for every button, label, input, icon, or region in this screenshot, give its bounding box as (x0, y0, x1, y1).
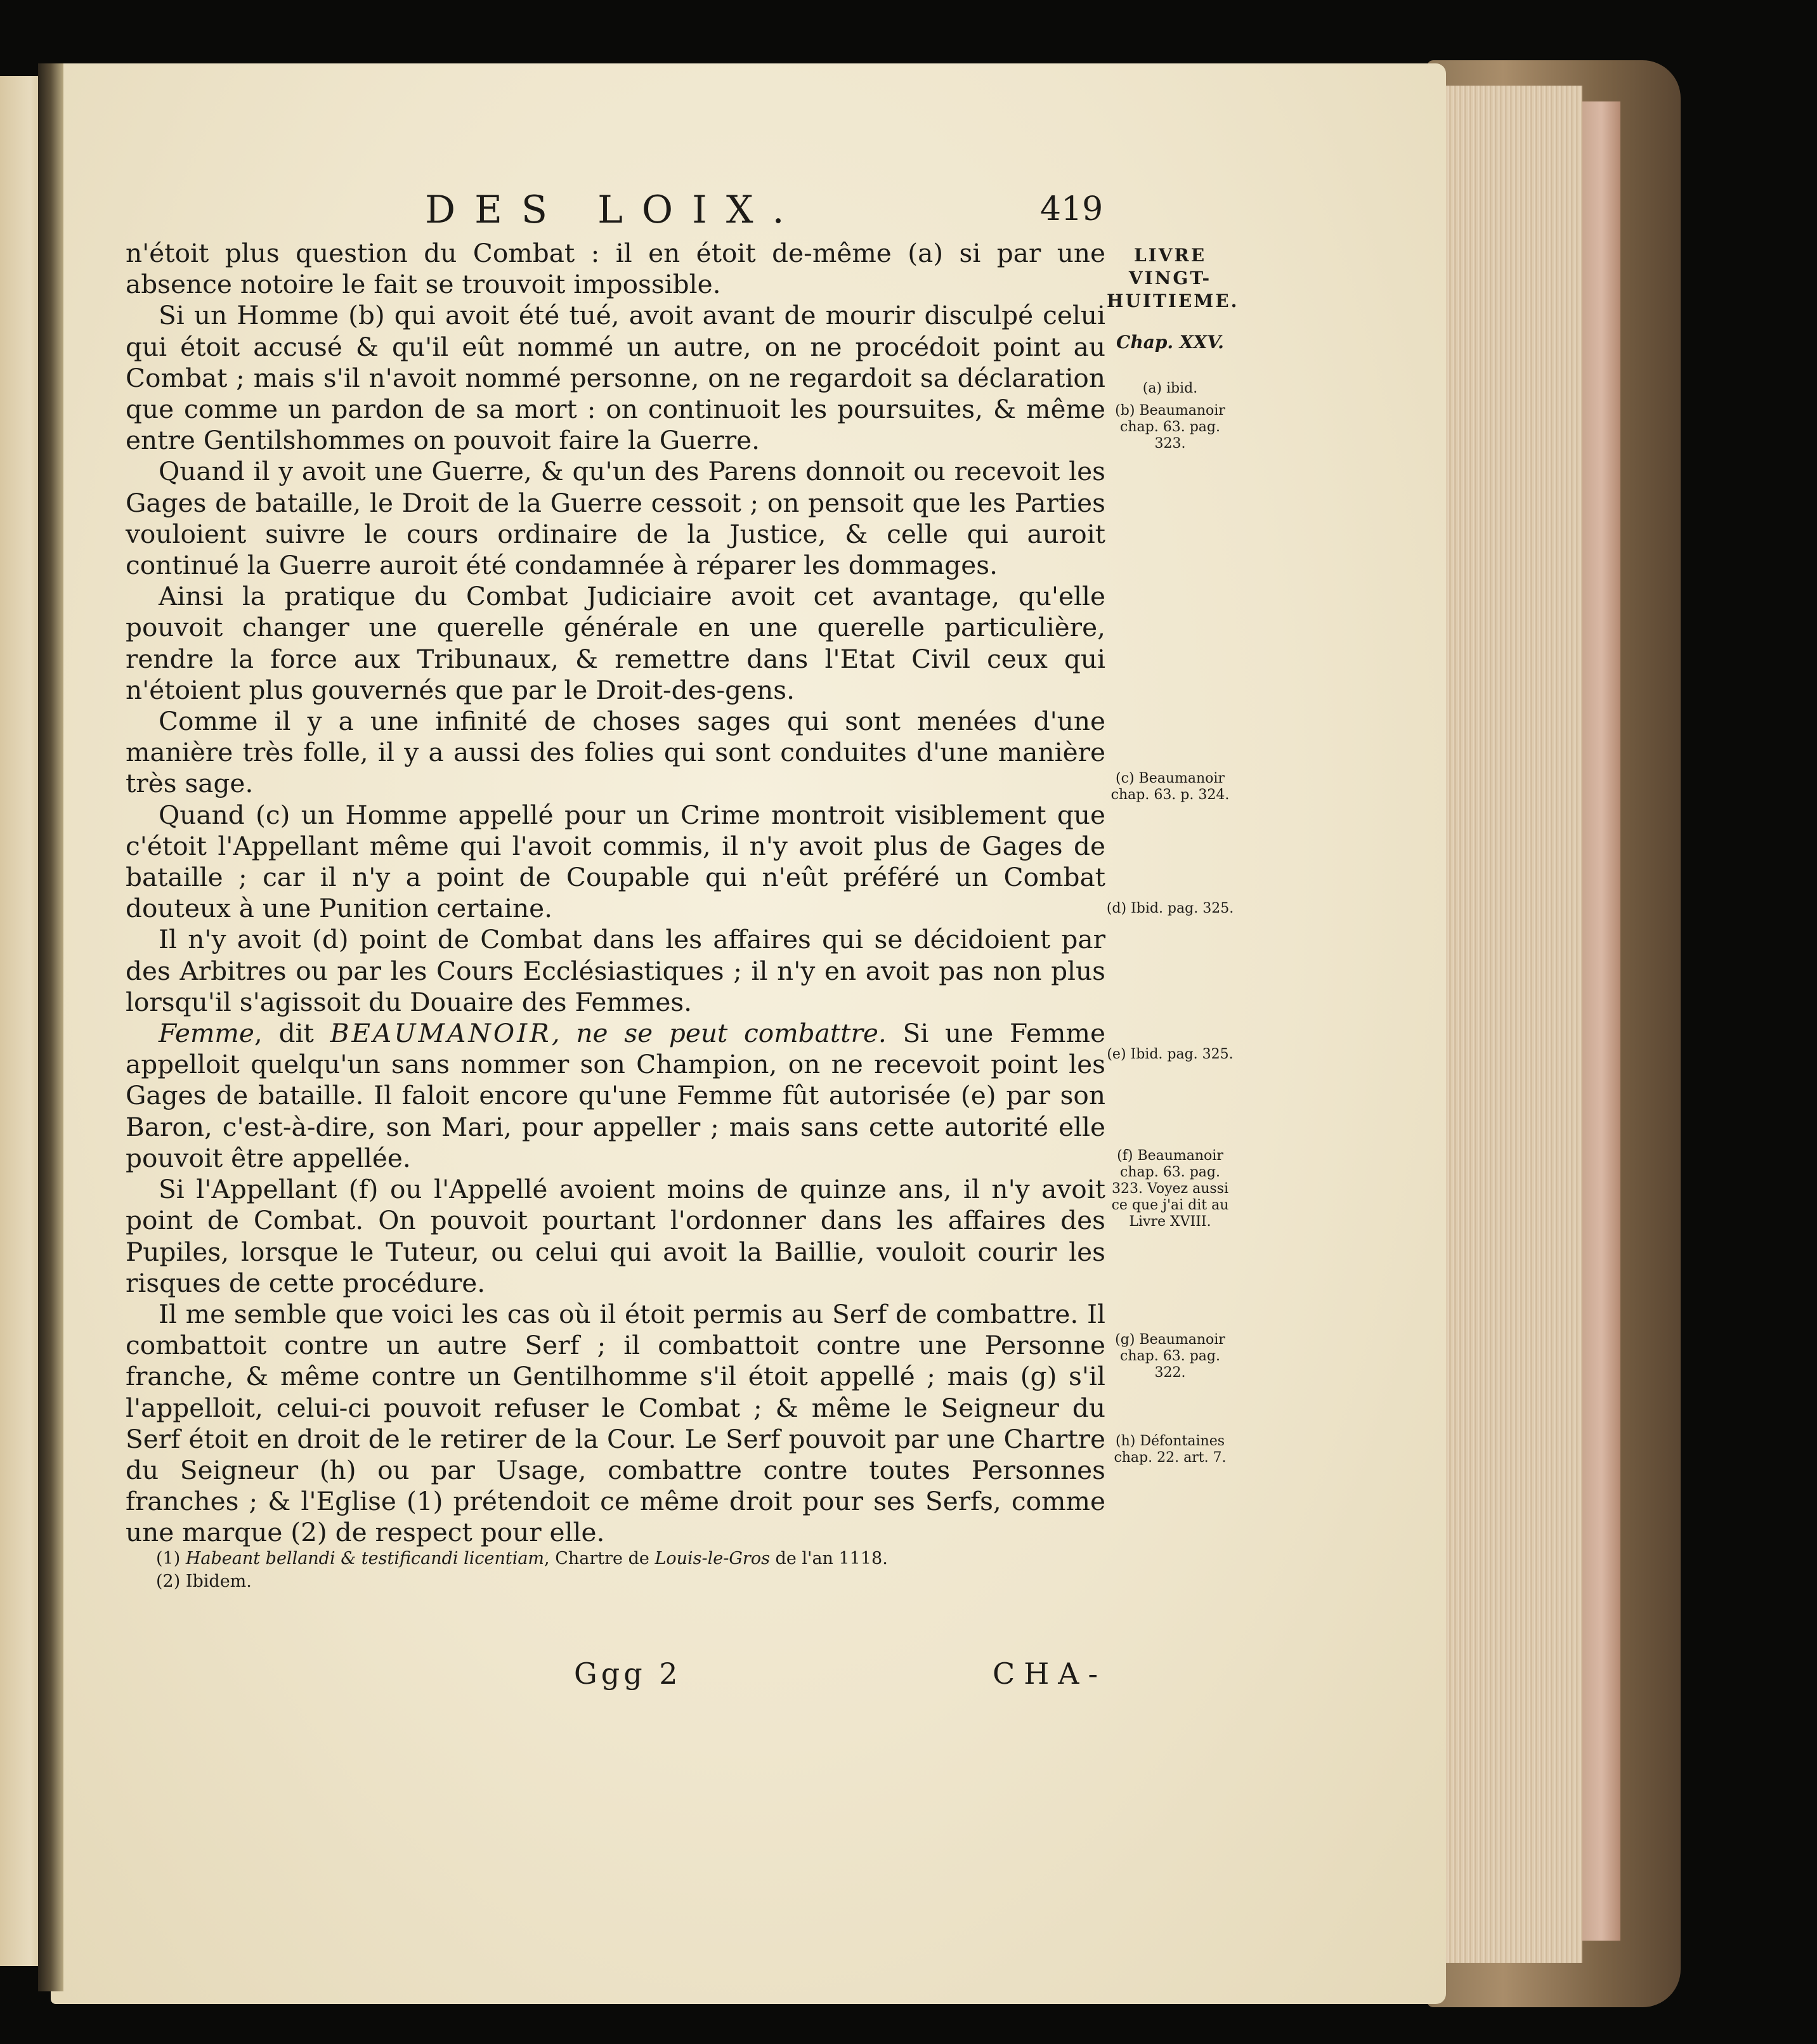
main-text-block (126, 238, 1105, 1549)
paragraph: Si l'Appellant (f) ou l'Appellé avoient moins de quinze ans, il n'y avoit point de Combat. On pouvoit pourtant l'ordonner dans les affaires des Pupiles, lorsque le Tuteur, ou celui qui avoit la Baillie, vouloit courir les risques de cette procédure. (126, 1174, 1105, 1298)
femme-quote: , ne se peut combattre. (551, 1018, 887, 1049)
margin-note-d: (d) Ibid. pag. 325. (1106, 901, 1234, 916)
margin-note-a: (a) ibid. (1142, 381, 1198, 396)
margin-note-c: (c) Beaumanoir chap. 63. p. 324. (1110, 771, 1230, 803)
page-block-fore-edge (1436, 86, 1582, 1963)
paragraph-femme (126, 1018, 1105, 1174)
paragraph: n'étoit plus question du Combat : il en étoit de-même (a) si par une absence notoire le fait se trouvoit impossible. (126, 238, 1105, 300)
running-head: DES LOIX. (425, 188, 804, 232)
margin-note-f: (f) Beaumanoir chap. 63. pag. 323. Voyez aussi ce que j'ai dit au Livre XVIII. (1111, 1148, 1229, 1230)
margin-note-g: (g) Beaumanoir chap. 63. pag. 322. (1115, 1332, 1225, 1381)
femme-rest: Si une Femme appelloit quelqu'un sans nommer son Champion, on ne recevoit point les Gages de bataille. Il faloit encore qu'une Femme fût autorisée (e) par son Baron, c'est-à-dire, son Mari, pour appeller ; mais sans cette autorité elle pouvoit être appellée. (126, 1018, 1105, 1173)
paragraph: Il n'y avoit (d) point de Combat dans les affaires qui se décidoient par des Arbitres ou par les Cours Ecclésiastiques ; il n'y en avoit pas non plus lorsqu'il s'agissoit du Douaire des Femmes. (126, 924, 1105, 1017)
paragraph: Il me semble que voici les cas où il étoit permis au Serf de combattre. Il combattoit contre un autre Serf ; il combattoit contre une Personne franche, & même contre un Gentilhomme s'il étoit appellé ; mais (g) s'il l'appelloit, celui-ci pouvoit refuser le Combat ; & même le Seigneur du Serf étoit en droit de le retirer de la Cour. Le Serf pouvoit par une Chartre du Seigneur (h) ou par Usage, combattre contre toutes Personnes franches ; & l'Eglise (1) prétendoit ce même droit pour ses Serfs, comme une marque (2) de respect pour elle. (126, 1298, 1105, 1548)
paragraph: Comme il y a une infinité de choses sages qui sont menées d'une manière très folle, il y a aussi des folies qui sont conduites d'une manière très sage. (126, 706, 1105, 799)
paragraph: Quand (c) un Homme appellé pour un Crime montroit visiblement que c'étoit l'Appellant même qui l'avoit commis, il n'y avoit plus de Gages de bataille ; car il n'y a point de Coupable qui n'eût préféré un Combat douteux à une Punition certaine. (126, 799, 1105, 924)
author-name: BEAUMANOIR (330, 1018, 552, 1049)
page-number: 419 (1040, 190, 1104, 228)
gutter-shadow (38, 63, 63, 1991)
footnotes (156, 1547, 980, 1593)
footnote-1: (1) Habeant bellandi & testificandi licentiam, Chartre de Louis-le-Gros de l'an 1118. (156, 1549, 888, 1568)
paragraph: Quand il y avoit une Guerre, & qu'un des Parens donnoit ou recevoit les Gages de bataille, le Droit de la Guerre cessoit ; on pensoit que les Parties vouloient suivre le cours ordinaire de la Justice, & celle qui auroit continué la Guerre auroit été condamnée à réparer les dommages. (126, 456, 1105, 581)
paragraph: Ainsi la pratique du Combat Judiciaire avoit cet avantage, qu'elle pouvoit changer une querelle générale en une querelle particulière, rendre la force aux Tribunaux, & remettre dans l'Etat Civil ceux qui n'étoient plus gouvernés que par le Droit-des-gens. (126, 581, 1105, 705)
catchword: CHA- (993, 1657, 1107, 1691)
femme-lead: Femme (159, 1018, 254, 1049)
marbled-edge (1582, 101, 1620, 1941)
signature-mark: Ggg 2 (574, 1657, 682, 1691)
margin-note-h: (h) Défontaines chap. 22. art. 7. (1114, 1433, 1227, 1466)
footnote-2: (2) Ibidem. (156, 1572, 252, 1591)
margin-book-label: LIVRE VINGT-HUITIEME. (1107, 245, 1239, 311)
margin-note-e: (e) Ibid. pag. 325. (1107, 1046, 1234, 1062)
paragraph: Si un Homme (b) qui avoit été tué, avoit avant de mourir disculpé celui qui étoit accusé & qu'il eût nommé un autre, on ne procédoit point au Combat ; mais s'il n'avoit nommé personne, on ne regardoit sa déclaration que comme un pardon de sa mort : on continuoit les poursuites, & même entre Gentilshommes on pouvoit faire la Guerre. (126, 300, 1105, 456)
margin-note-b: (b) Beaumanoir chap. 63. pag. 323. (1115, 403, 1225, 452)
margin-chapter-label: Chap. XXV. (1116, 332, 1224, 353)
femme-dit: , dit (254, 1018, 330, 1049)
